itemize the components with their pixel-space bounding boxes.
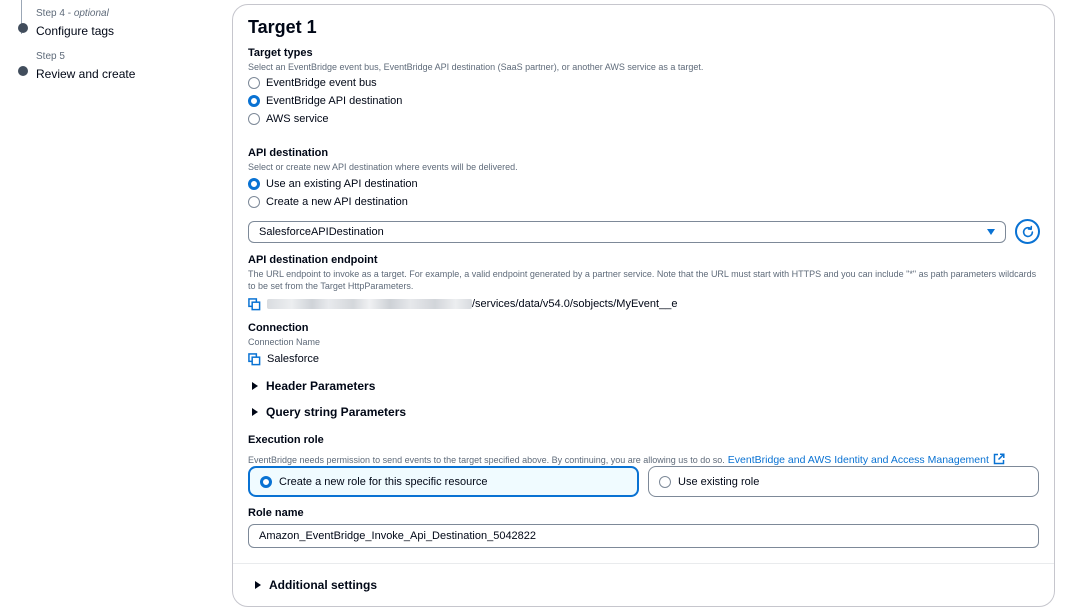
caret-down-icon: [987, 229, 995, 235]
tile-label: Use existing role: [678, 475, 760, 488]
radio-button[interactable]: [248, 77, 260, 89]
section-divider: [233, 563, 1054, 564]
radio-button-checked[interactable]: [260, 476, 272, 488]
endpoint-path: /services/data/v54.0/sobjects/MyEvent__e: [472, 298, 678, 310]
radio-label: AWS service: [266, 113, 329, 125]
radio-button[interactable]: [659, 476, 671, 488]
step-title[interactable]: Configure tags: [36, 24, 115, 38]
expander-label: Query string Parameters: [266, 405, 407, 419]
additional-settings-expander[interactable]: [251, 576, 377, 594]
copy-icon[interactable]: [248, 298, 261, 311]
target-heading: Target 1: [248, 17, 317, 37]
tile-label: Create a new role for this specific resource: [279, 475, 488, 488]
expander-label: Additional settings: [269, 578, 377, 592]
target-types-label: Target types: [248, 47, 313, 59]
api-destination-select[interactable]: [248, 221, 1006, 243]
step-dot: [18, 23, 28, 33]
step-number: Step 4 - optional: [36, 8, 109, 19]
radio-eventbridge-event-bus[interactable]: [248, 75, 377, 91]
radio-button[interactable]: [248, 113, 260, 125]
connection-label: Connection: [248, 322, 309, 334]
endpoint-label: API destination endpoint: [248, 254, 378, 266]
radio-label: EventBridge event bus: [266, 77, 377, 89]
expander-label: Header Parameters: [266, 379, 376, 393]
caret-right-icon: [255, 581, 261, 589]
tile-create-new-role[interactable]: [248, 466, 639, 497]
radio-create-new-api-destination[interactable]: [248, 194, 408, 210]
radio-button[interactable]: [248, 196, 260, 208]
step-title[interactable]: Review and create: [36, 67, 136, 81]
radio-label: Use an existing API destination: [266, 178, 418, 190]
iam-docs-link[interactable]: EventBridge and AWS Identity and Access Management: [727, 454, 989, 466]
select-value: SalesforceAPIDestination: [259, 226, 384, 238]
radio-eventbridge-api-destination[interactable]: [248, 93, 402, 109]
step-5[interactable]: [36, 51, 135, 82]
api-destination-description: Select or create new API destination where events will be delivered.: [248, 162, 518, 172]
step-dot: [18, 66, 28, 76]
execution-role-description: [248, 453, 1005, 467]
endpoint-value-row: [248, 296, 677, 312]
step-number: Step 5: [36, 51, 65, 62]
connection-sublabel: Connection Name: [248, 337, 321, 347]
connection-name: Salesforce: [267, 353, 319, 365]
redacted-host: [267, 299, 472, 309]
caret-right-icon: [252, 408, 258, 416]
radio-label: EventBridge API destination: [266, 95, 403, 107]
wizard-steps: [0, 0, 220, 611]
role-name-label: Role name: [248, 507, 304, 519]
radio-button-checked[interactable]: [248, 95, 260, 107]
refresh-button[interactable]: [1015, 219, 1040, 244]
radio-button-checked[interactable]: [248, 178, 260, 190]
target-container: [232, 4, 1055, 607]
external-link-icon[interactable]: [993, 453, 1005, 467]
query-string-parameters-expander[interactable]: [248, 403, 406, 421]
step-4[interactable]: [36, 8, 114, 39]
header-parameters-expander[interactable]: [248, 377, 375, 395]
target-types-description: Select an EventBridge event bus, EventBridge API destination (SaaS partner), or another AWS service as a target.: [248, 62, 704, 72]
role-name-value: Amazon_EventBridge_Invoke_Api_Destination_5042822: [259, 530, 537, 542]
connection-value-row: [248, 351, 319, 367]
endpoint-description: The URL endpoint to invoke as a target. For example, a valid endpoint generated by a partner service. Note that the URL must start with HTTPS and you can include "*" as path parameters wildcards to be set from the Target HttpParameters.: [248, 269, 1037, 291]
radio-use-existing-api-destination[interactable]: [248, 176, 418, 192]
role-name-input[interactable]: [248, 524, 1039, 548]
caret-right-icon: [252, 382, 258, 390]
tile-use-existing-role[interactable]: [648, 466, 1039, 497]
radio-label: Create a new API destination: [266, 196, 408, 208]
execution-role-description-text: EventBridge needs permission to send events to the target specified above. By continuing, you are allowing us to do so.: [248, 455, 725, 465]
api-destination-label: API destination: [248, 147, 329, 159]
refresh-icon: [1021, 225, 1035, 239]
radio-aws-service[interactable]: [248, 111, 329, 127]
execution-role-label: Execution role: [248, 434, 324, 446]
copy-icon[interactable]: [248, 353, 261, 366]
